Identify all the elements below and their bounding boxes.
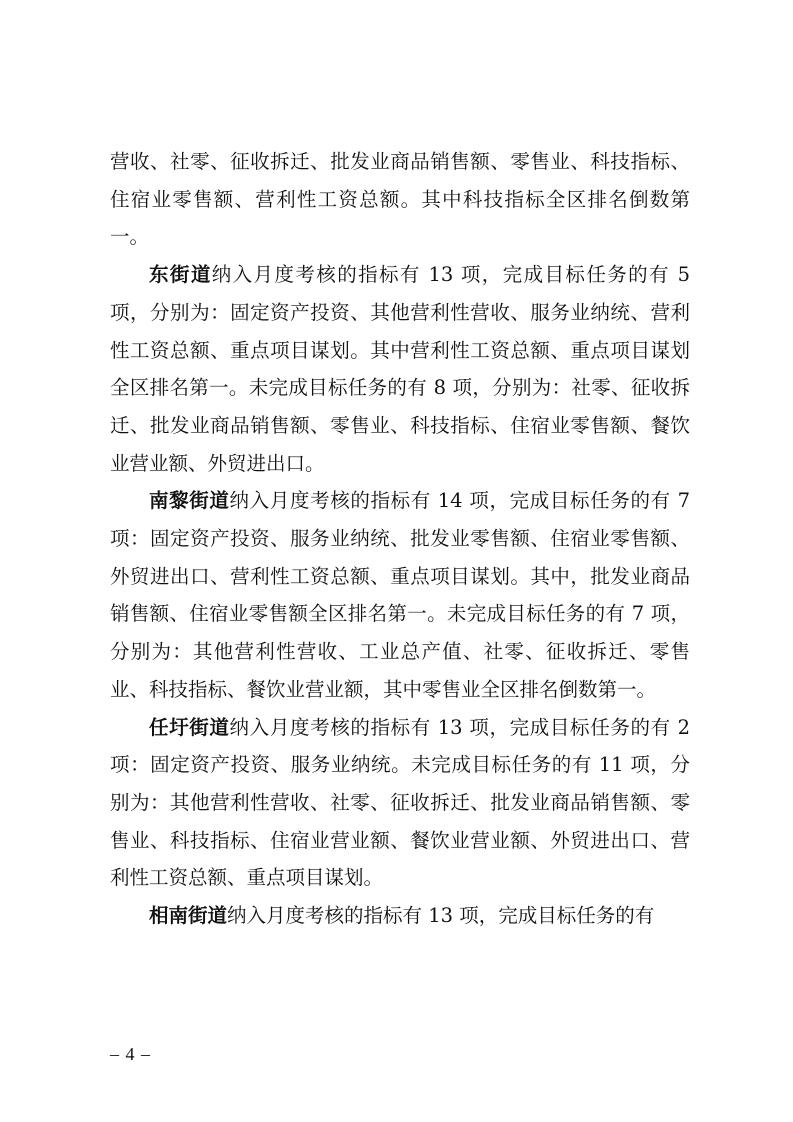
paragraph-renwei [110,709,690,898]
paragraph-text: 纳入月度考核的指标有 13 项，完成目标任务的有 [227,904,655,928]
paragraph-continuation [110,143,690,256]
paragraph-text: 纳入月度考核的指标有 14 项，完成目标任务的有 7 项：固定资产投资、服务业纳统、批发业零售额、住宿业零售额、外贸进出口、营利性工资总额、重点项目谋划。其中，批发业商品销售额、住宿业零售额全区排名第一。未完成目标任务的有 7 项，分别为：其他营利性营收、工业总产值、社零、征收拆迁、零售业、科技指标、餐饮业营业额，其中零售业全区排名倒数第一。 [110,489,690,701]
paragraph-lead: 相南街道 [149,904,228,928]
paragraph-nanli [110,482,690,708]
paragraph-text: 营收、社零、征收拆迁、批发业商品销售额、零售业、科技指标、住宿业零售额、营利性工资总额。其中科技指标全区排名倒数第一。 [110,150,690,249]
paragraph-lead: 南黎街道 [149,489,230,513]
paragraph-dongjie [110,256,690,482]
paragraph-text: 纳入月度考核的指标有 13 项，完成目标任务的有 2 项：固定资产投资、服务业纳统。未完成目标任务的有 11 项，分别为：其他营利性营收、社零、征收拆迁、批发业商品销售额、零售业、科技指标、住宿业营业额、餐饮业营业额、外贸进出口、营利性工资总额、重点项目谋划。 [110,715,690,890]
paragraph-text: 纳入月度考核的指标有 13 项，完成目标任务的有 5 项，分别为：固定资产投资、其他营利性营收、服务业纳统、营利性工资总额、重点项目谋划。其中营利性工资总额、重点项目谋划全区排名第一。未完成目标任务的有 8 项，分别为：社零、征收拆迁、批发业商品销售额、零售业、科技指标、住宿业零售额、餐饮业营业额、外贸进出口。 [110,263,690,475]
document-body [110,143,690,935]
paragraph-lead: 任圩街道 [149,715,230,739]
page-number: – 4 – [110,1044,151,1064]
paragraph-xiangnan [110,897,690,935]
paragraph-lead: 东街道 [149,263,212,287]
